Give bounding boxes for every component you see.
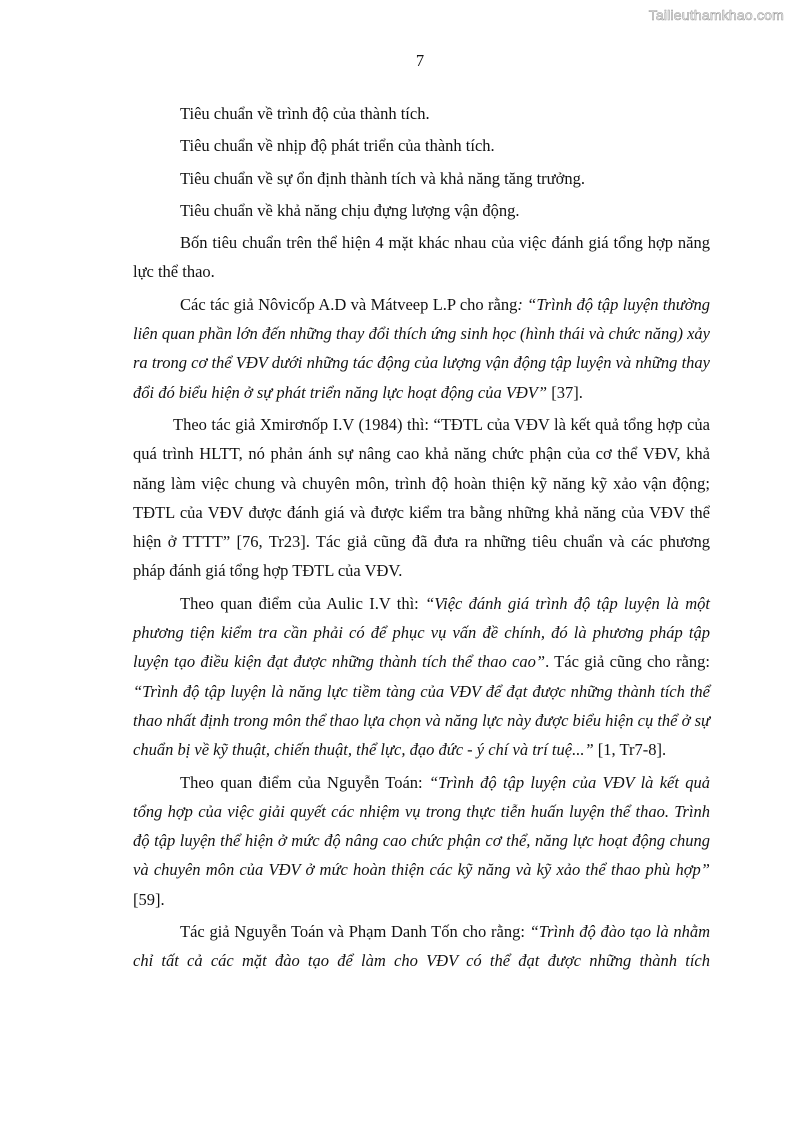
paragraph-criterion-2 — [133, 131, 710, 160]
document-body — [133, 99, 710, 979]
paragraph-nguyen-toan — [133, 768, 710, 914]
body-text: Theo quan điểm của Nguyễn Toán: — [180, 772, 429, 792]
paragraph-criterion-3 — [133, 164, 710, 193]
paragraph-xmirnov — [133, 410, 710, 586]
paragraph-nguyen-toan-pham-danh-ton — [133, 917, 710, 976]
body-text: Bốn tiêu chuẩn trên thể hiện 4 mặt khác nhau của việc đánh giá tổng hợp năng lực thể thao. — [133, 233, 710, 282]
body-text: Các tác giả Nôvicốp A.D và Mátveep L.P cho rằng — [180, 294, 518, 314]
body-text: [37]. — [547, 382, 583, 402]
quotation-text: “Việc đánh giá trình độ tập luyện là một phương tiện kiểm tra cần phải có để phục vụ vấn đề chính, đó là phương pháp tập luyện tạo điều kiện đạt được những thành tích thể thao cao” — [133, 593, 710, 672]
paragraph-summary — [133, 228, 710, 287]
page-number: 7 — [415, 51, 425, 70]
body-text: Tiêu chuẩn về nhịp độ phát triển của thành tích. — [180, 136, 495, 156]
watermark: Tailieuthamkhao.com — [648, 7, 784, 23]
paragraph-novikov-matveev — [133, 290, 710, 407]
body-text: [1, Tr7-8]. — [593, 740, 667, 760]
quotation-text: “Trình độ tập luyện của VĐV là kết quả tổng hợp của việc giải quyết các nhiệm vụ trong thực tiễn huấn luyện thể thao. Trình độ tập luyện thể hiện ở mức độ nâng cao chức phận cơ thể, năng lực hoạt động chung và chuyên môn của VĐV ở mức hoàn thiện các kỹ năng và kỹ xảo thể thao phù hợp” — [133, 772, 710, 880]
body-text: Tiêu chuẩn về trình độ của thành tích. — [180, 104, 430, 123]
quotation-text: “Trình độ tập luyện là năng lực tiềm tàng của VĐV để đạt được những thành tích thể thao nhất định trong môn thể thao lựa chọn và năng lực này được biểu hiện cụ thể ở sự chuẩn bị về kỹ thuật, chiến thuật, thể lực, đạo đức - ý chí và trí tuệ...” — [133, 681, 710, 760]
body-text: [59]. — [133, 889, 165, 909]
body-text: . Tác giả cũng cho rằng: — [545, 652, 710, 672]
paragraph-criterion-4 — [133, 196, 710, 225]
quotation-text: “Trình độ đào tạo là nhằm chỉ tất cả các mặt đào tạo để làm cho VĐV có thể đạt được những thành tích — [133, 922, 710, 971]
paragraph-aulic — [133, 589, 710, 765]
body-text: Theo quan điểm của Aulic I.V thì: — [180, 593, 426, 613]
body-text: Theo tác giả Xmirơnốp I.V (1984) thì: “TĐTL của VĐV là kết quả tổng hợp của quá trình HLTT, nó phản ánh sự nâng cao khả năng chức phận của cơ thể VĐV, khả năng làm việc chung và chuyên môn, trình độ hoàn thiện kỹ năng kỹ xảo vận động; TĐTL của VĐV được đánh giá và được kiểm tra bằng những khả năng của VĐV thể hiện ở TTTT” [76, Tr23]. Tác giả cũng đã đưa ra những tiêu chuẩn và các phương pháp đánh giá tổng hợp TĐTL của VĐV. — [133, 414, 710, 581]
body-text: Tiêu chuẩn về sự ổn định thành tích và khả năng tăng trưởng. — [180, 168, 585, 188]
quotation-text: : “Trình độ tập luyện thường liên quan phần lớn đến những thay đổi thích ứng sinh học (hình thái và chức năng) xảy ra trong cơ thể VĐV dưới những tác động của lượng vận động tập luyện và những thay đổi đó biểu hiện ở sự phát triển năng lực hoạt động của VĐV” — [133, 294, 711, 402]
body-text: Tiêu chuẩn về khả năng chịu đựng lượng vận động. — [180, 200, 520, 220]
body-text: Tác giả Nguyễn Toán và Phạm Danh Tốn cho rằng: — [180, 922, 530, 942]
paragraph-criterion-1 — [133, 99, 710, 128]
